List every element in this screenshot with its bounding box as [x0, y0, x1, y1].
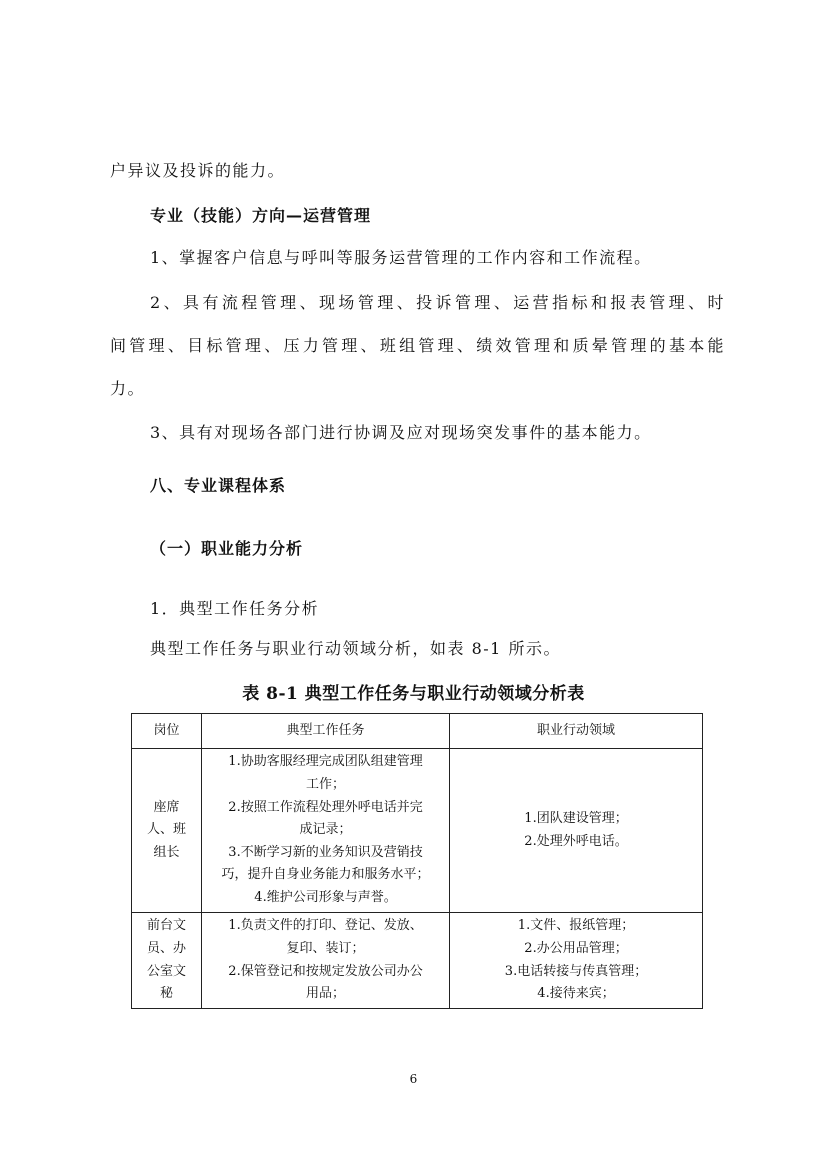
header-fields: 职业行动领域: [450, 714, 703, 749]
ability-item-2-line-3: 力。: [110, 379, 146, 398]
cell-line: 1.负责文件的打印、登记、发放、: [228, 918, 423, 934]
cell-line: 人、班: [146, 822, 186, 838]
header-tasks: 典型工作任务: [202, 714, 450, 749]
cell-line: 复印、装订；: [286, 940, 365, 956]
ability-item-3: 3、具有对现场各部门进行协调及应对现场突发事件的基本能力。: [150, 423, 652, 442]
cell-line: 成记录；: [299, 822, 352, 838]
post-cell: [132, 913, 202, 1009]
table-caption: 表 8-1 典型工作任务与职业行动领域分析表: [242, 684, 585, 704]
ability-item-2-line-1: 2、具有流程管理、现场管理、投诉管理、运营指标和报表管理、时: [150, 293, 725, 312]
cell-line: 1.文件、报纸管理；: [517, 918, 635, 934]
cell-line: 座席: [153, 799, 180, 815]
fields-cell: [450, 749, 703, 913]
ability-item-2-line-2: 间管理、目标管理、压力管理、班组管理、绩效管理和质晕管理的基本能: [110, 336, 725, 355]
table-row: [132, 913, 703, 1009]
table-intro: 典型工作任务与职业行动领域分析，如表 8-1 所示。: [150, 639, 561, 658]
cell-line: 公室文: [146, 963, 186, 979]
cell-line: 3.不断学习新的业务知识及营销技: [228, 844, 423, 860]
cell-line: 2.按照工作流程处理外呼电话并完: [228, 799, 423, 815]
header-post: 岗位: [132, 714, 202, 749]
page-number: 6: [409, 1072, 418, 1086]
direction-heading: 专业（技能）方向—运营管理: [150, 206, 372, 225]
tasks-cell: [202, 913, 450, 1009]
cell-line: 秘: [159, 986, 173, 1002]
cell-line: 前台文: [146, 918, 186, 934]
fields-cell: [450, 913, 703, 1009]
cell-line: 2.办公用品管理；: [524, 940, 628, 956]
cell-line: 4.维护公司形象与声誉。: [254, 889, 397, 905]
cell-line: 2.处理外呼电话。: [524, 833, 628, 849]
subheading-task-analysis: 1．典型工作任务分析: [150, 599, 320, 618]
paragraph-continuation: 户异议及投诉的能力。: [110, 161, 286, 180]
cell-line: 员、办: [146, 940, 186, 956]
cell-line: 4.接待来宾；: [537, 986, 615, 1002]
table-header-row: [132, 714, 703, 749]
task-analysis-table: [131, 713, 703, 1009]
cell-line: 1.团队建设管理；: [524, 810, 628, 826]
section-heading-8: 八、专业课程体系: [150, 476, 287, 495]
ability-item-1: 1、掌握客户信息与呼叫等服务运营管理的工作内容和工作流程。: [150, 248, 652, 267]
cell-line: 2.保管登记和按规定发放公司办公: [228, 963, 423, 979]
subsection-heading: （一）职业能力分析: [150, 539, 304, 558]
table-row: [132, 749, 703, 913]
tasks-cell: [202, 749, 450, 913]
cell-line: 用品；: [305, 986, 345, 1002]
cell-line: 1.协助客服经理完成团队组建管理: [228, 754, 423, 770]
post-cell: [132, 749, 202, 913]
cell-line: 组长: [153, 844, 180, 860]
cell-line: 巧，提升自身业务能力和服务水平；: [221, 867, 430, 883]
cell-line: 3.电话转接与传真管理；: [504, 963, 648, 979]
cell-line: 工作；: [305, 777, 345, 793]
